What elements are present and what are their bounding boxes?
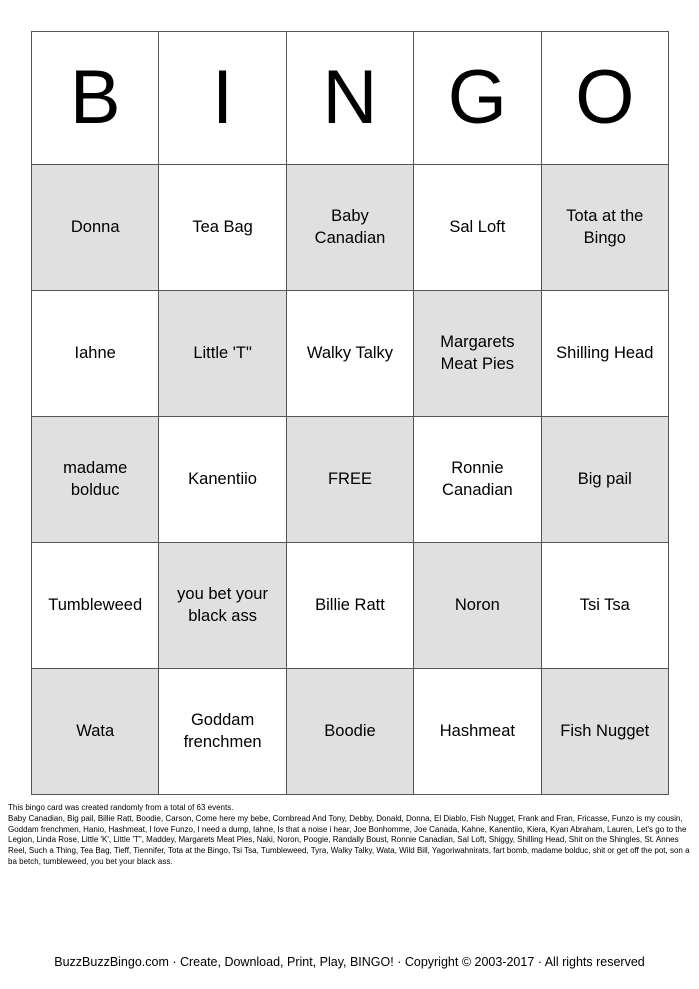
bingo-cell[interactable] — [286, 165, 413, 291]
bingo-cell[interactable] — [541, 543, 668, 669]
bingo-cell[interactable] — [414, 291, 541, 417]
bingo-cell[interactable] — [541, 291, 668, 417]
bingo-row — [32, 291, 669, 417]
bingo-cell[interactable] — [541, 165, 668, 291]
bingo-row — [32, 669, 669, 795]
bingo-cell[interactable] — [414, 417, 541, 543]
bingo-cell-label: Margarets Meat Pies — [440, 332, 515, 373]
bingo-cell-label: Tota at the Bingo — [566, 206, 644, 247]
bingo-header-letter-i — [159, 32, 286, 165]
bingo-cell[interactable] — [286, 291, 413, 417]
header-letter-text: O — [575, 55, 635, 140]
bingo-cell-label: FREE — [327, 469, 372, 488]
bingo-cell[interactable] — [32, 165, 159, 291]
bingo-row — [32, 165, 669, 291]
bingo-cell-label: Kanentiio — [188, 469, 257, 488]
bingo-cell[interactable] — [159, 291, 286, 417]
footer-tagline: Create, Download, Print, Play, BINGO! — [179, 955, 394, 969]
page-footer — [0, 955, 699, 969]
bingo-cell-label: Little 'T" — [193, 343, 252, 362]
bingo-cell-label: Tsi Tsa — [579, 595, 630, 614]
header-letter-text: N — [322, 55, 378, 140]
bingo-cell-label: Tumbleweed — [48, 595, 143, 614]
bingo-cell[interactable] — [541, 669, 668, 795]
bingo-row — [32, 417, 669, 543]
bingo-cell[interactable] — [159, 165, 286, 291]
bingo-cell-label: Shilling Head — [556, 343, 654, 362]
footer-site-name[interactable]: BuzzBuzzBingo.com — [54, 955, 169, 969]
bingo-card-table — [31, 31, 669, 795]
bingo-cell[interactable] — [286, 543, 413, 669]
bingo-cell-label: Sal Loft — [449, 217, 506, 236]
footer-separator: · — [168, 955, 180, 969]
bingo-cell-label: Ronnie Canadian — [442, 458, 513, 499]
bingo-cell[interactable] — [32, 669, 159, 795]
footer-rights: All rights reserved — [544, 955, 645, 969]
bingo-cell[interactable] — [541, 417, 668, 543]
bingo-cell[interactable] — [414, 543, 541, 669]
bingo-cell-label: Big pail — [577, 469, 632, 488]
bingo-cell-label: Donna — [70, 217, 120, 236]
bingo-cell[interactable] — [32, 417, 159, 543]
bingo-cell-label: Goddam frenchmen — [183, 710, 262, 751]
bingo-cell-label: you bet your black ass — [177, 584, 268, 625]
bingo-cell[interactable] — [414, 165, 541, 291]
bingo-cell[interactable] — [286, 669, 413, 795]
legend-block — [8, 803, 692, 868]
bingo-cell-label: Billie Ratt — [315, 595, 385, 614]
bingo-cell-free-space[interactable] — [286, 417, 413, 543]
bingo-cell-label: Boodie — [324, 721, 376, 740]
footer-separator: · — [534, 955, 545, 969]
bingo-header-letter-b — [32, 32, 159, 165]
bingo-cell[interactable] — [159, 543, 286, 669]
bingo-cell[interactable] — [32, 543, 159, 669]
bingo-cell[interactable] — [414, 669, 541, 795]
bingo-cell-label: Wata — [76, 721, 115, 740]
bingo-cell[interactable] — [159, 417, 286, 543]
footer-copyright: Copyright © 2003-2017 — [404, 955, 535, 969]
bingo-cell-label: Baby Canadian — [314, 206, 386, 247]
bingo-cell-label: Fish Nugget — [560, 721, 650, 740]
bingo-cell-label: Tea Bag — [192, 217, 253, 236]
bingo-cell-label: Walky Talky — [306, 343, 394, 362]
bingo-row — [32, 543, 669, 669]
bingo-cell-label: Hashmeat — [439, 721, 515, 740]
bingo-header-letter-n — [286, 32, 413, 165]
bingo-cell-label: Noron — [454, 595, 500, 614]
bingo-cell-label: madame bolduc — [63, 458, 128, 499]
header-letter-text: B — [69, 55, 121, 140]
bingo-cell[interactable] — [32, 291, 159, 417]
header-letter-text: G — [447, 55, 507, 140]
bingo-header-letter-g — [414, 32, 541, 165]
header-letter-text: I — [212, 55, 234, 140]
bingo-cell-label: Iahne — [74, 343, 116, 362]
bingo-header-row — [32, 32, 669, 165]
footer-separator: · — [393, 955, 405, 969]
bingo-header-letter-o — [541, 32, 668, 165]
bingo-cell[interactable] — [159, 669, 286, 795]
legend-events-list: Baby Canadian, Big pail, Billie Ratt, Boodie, Carson, Come here my bebe, Cornbread And Tony, Debby, Donald, Donna, El Diablo, Fish Nugget, Frank and Fran, Fricasse, Funzo is my cousin, Goddam frenchmen, Hanio, Hashmeat, I love Funzo, I need a dump, Iahne, Is that a noise i hear, Joe Bonhomme, Joe Canada, Kahne, Kanentiio, Kiera, Kyan Abraham, Lauren, Let's go to the Legion, Linda Rose, Little 'K', Little 'T", Maddey, Margarets Meat Pies, Naki, Noron, Poogie, Randally Boust, Ronnie Canadian, Sal Loft, Shiggy, Shilling Head, Shit on the Shingles, St. Annes Reel, Such a Thing, Tea Bag, Tieff, Tiennifer, Tota at the Bingo, Tsi Tsa, Tumbleweed, Tyra, Walky Talky, Wata, Wild Bill, Yagoriwahnirats, fart bomb, madame bolduc, shit or get off the pot, son a ba betch, tumbleweed, you bet your black ass. — [8, 813, 690, 866]
legend-intro-text: This bingo card was created randomly from a total of 63 events. — [8, 803, 234, 812]
